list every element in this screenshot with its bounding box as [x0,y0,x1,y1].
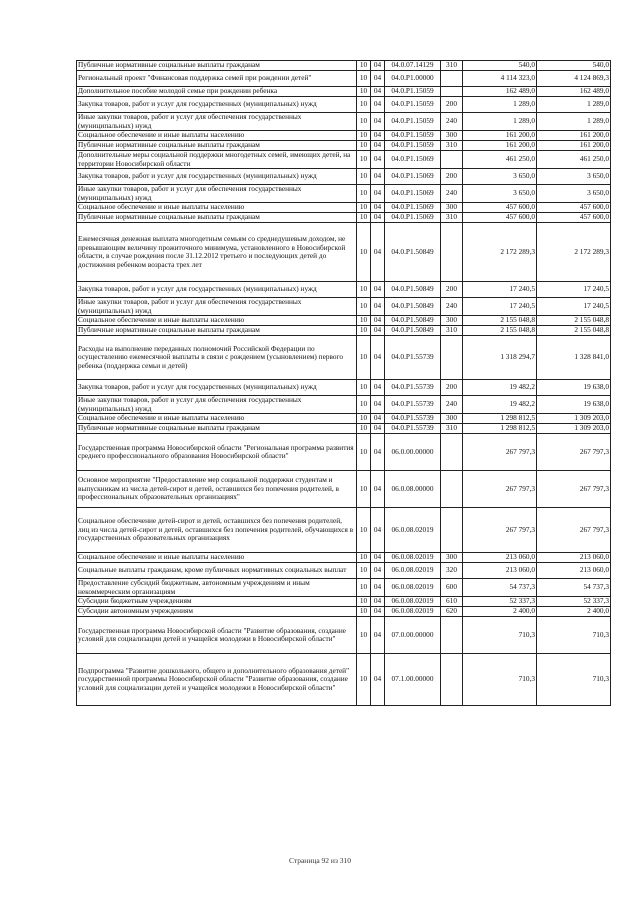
cell-v1: 1 289,0 [463,97,537,113]
table-row [77,617,611,654]
cell-v1: 1 289,0 [463,113,537,131]
cell-sub: 04 [371,151,385,169]
cell-name: Социальное обеспечение и иные выплаты населению [77,203,357,213]
cell-vr [441,471,463,508]
cell-v2: 3 650,0 [537,169,611,185]
table-row [77,169,611,185]
cell-csr: 04.0.P1.55739 [385,424,441,434]
cell-sec: 10 [357,607,371,617]
cell-v1: 213 060,0 [463,553,537,563]
table-row [77,61,611,71]
cell-sub: 04 [371,424,385,434]
cell-v1: 161 200,0 [463,141,537,151]
cell-name: Закупка товаров, работ и услуг для государственных (муниципальных) нужд [77,282,357,298]
cell-v1: 2 172 289,3 [463,223,537,282]
cell-vr: 310 [441,141,463,151]
cell-sec: 10 [357,141,371,151]
cell-sub: 04 [371,579,385,597]
cell-sec: 10 [357,131,371,141]
cell-vr: 240 [441,298,463,316]
cell-v1: 461 250,0 [463,151,537,169]
table-row [77,654,611,706]
cell-v1: 3 650,0 [463,185,537,203]
cell-vr [441,434,463,471]
cell-sec: 10 [357,316,371,326]
cell-vr: 200 [441,97,463,113]
cell-v1: 2 155 048,8 [463,316,537,326]
cell-sub: 04 [371,213,385,223]
cell-v2: 19 638,0 [537,396,611,414]
cell-csr: 06.0.08.02019 [385,579,441,597]
cell-sub: 04 [371,553,385,563]
table-row [77,113,611,131]
cell-sec: 10 [357,113,371,131]
table-row [77,298,611,316]
cell-sec: 10 [357,424,371,434]
table-row [77,563,611,579]
cell-sec: 10 [357,151,371,169]
cell-csr: 04.0.P1.15059 [385,87,441,97]
cell-v1: 3 650,0 [463,169,537,185]
page-footer: Страница 92 из 310 [288,856,352,865]
cell-csr: 04.0.P1.50849 [385,282,441,298]
cell-name: Региональный проект "Финансовая поддержка семей при рождении детей" [77,71,357,87]
cell-v2: 457 600,0 [537,203,611,213]
table-row [77,71,611,87]
cell-sub: 04 [371,97,385,113]
cell-v1: 710,3 [463,617,537,654]
cell-sub: 04 [371,563,385,579]
cell-sub: 04 [371,434,385,471]
cell-v1: 457 600,0 [463,203,537,213]
budget-table [76,60,611,706]
cell-v1: 17 240,5 [463,298,537,316]
cell-sub: 04 [371,316,385,326]
table-row [77,597,611,607]
table-row [77,553,611,563]
cell-sec: 10 [357,563,371,579]
cell-name: Социальные выплаты гражданам, кроме публичных нормативных социальных выплат [77,563,357,579]
cell-vr [441,223,463,282]
cell-v2: 54 737,3 [537,579,611,597]
cell-v1: 1 298 812,5 [463,414,537,424]
cell-vr [441,508,463,553]
cell-v2: 162 489,0 [537,87,611,97]
cell-v2: 710,3 [537,617,611,654]
cell-sec: 10 [357,336,371,380]
cell-vr: 240 [441,113,463,131]
cell-sec: 10 [357,396,371,414]
cell-sec: 10 [357,71,371,87]
cell-v2: 457 600,0 [537,213,611,223]
cell-csr: 04.0.P1.00000 [385,71,441,87]
cell-csr: 04.0.P1.15069 [385,185,441,203]
cell-name: Социальное обеспечение и иные выплаты населению [77,316,357,326]
cell-name: Социальное обеспечение и иные выплаты населению [77,553,357,563]
cell-v2: 2 155 048,8 [537,316,611,326]
cell-name: Подпрограмма "Развитие дошкольного, общего и дополнительного образования детей" государственной программы Новосибирской области "Развитие образования, создание условий для социализации детей и учащейся молодежи в Новосибирской области" [77,654,357,706]
cell-sub: 04 [371,617,385,654]
cell-v2: 2 155 048,8 [537,326,611,336]
cell-v1: 161 200,0 [463,131,537,141]
cell-name: Социальное обеспечение и иные выплаты населению [77,414,357,424]
cell-name: Субсидии автономным учреждениям [77,607,357,617]
cell-v1: 1 298 812,5 [463,424,537,434]
cell-vr: 310 [441,424,463,434]
cell-sec: 10 [357,579,371,597]
cell-vr: 310 [441,61,463,71]
cell-vr: 310 [441,326,463,336]
cell-sec: 10 [357,298,371,316]
cell-vr [441,654,463,706]
cell-name: Закупка товаров, работ и услуг для государственных (муниципальных) нужд [77,97,357,113]
cell-v1: 4 114 323,0 [463,71,537,87]
cell-csr: 06.0.08.02019 [385,607,441,617]
cell-v2: 2 400,0 [537,607,611,617]
cell-sub: 04 [371,71,385,87]
table-row [77,336,611,380]
cell-sec: 10 [357,87,371,97]
cell-sub: 04 [371,298,385,316]
cell-vr: 200 [441,169,463,185]
cell-csr: 04.0.P1.15069 [385,213,441,223]
cell-v1: 2 400,0 [463,607,537,617]
cell-vr [441,617,463,654]
table-row [77,424,611,434]
cell-v1: 19 482,2 [463,396,537,414]
cell-csr: 04.0.P1.50849 [385,326,441,336]
cell-name: Основное мероприятие "Предоставление мер социальной поддержки студентам и выпускникам из числа детей-сирот и детей, оставшихся без попечения родителей, в профессиональных образовательных организациях" [77,471,357,508]
cell-csr: 04.0.P1.55739 [385,396,441,414]
cell-sub: 04 [371,141,385,151]
cell-name: Государственная программа Новосибирской области "Развитие образования, создание условий для социализации детей и учащейся молодежи в Новосибирской области" [77,617,357,654]
table-row [77,282,611,298]
cell-v2: 161 200,0 [537,131,611,141]
table-row [77,87,611,97]
cell-name: Социальное обеспечение и иные выплаты населению [77,131,357,141]
cell-sub: 04 [371,336,385,380]
cell-sec: 10 [357,508,371,553]
cell-name: Публичные нормативные социальные выплаты гражданам [77,61,357,71]
cell-vr: 300 [441,203,463,213]
table-row [77,97,611,113]
cell-name: Дополнительное пособие молодой семье при рождении ребенка [77,87,357,97]
cell-vr: 200 [441,380,463,396]
cell-name: Иные закупки товаров, работ и услуг для обеспечения государственных (муниципальных) нужд [77,113,357,131]
table-row [77,131,611,141]
cell-v1: 54 737,3 [463,579,537,597]
cell-sec: 10 [357,617,371,654]
cell-v1: 213 060,0 [463,563,537,579]
cell-v2: 213 060,0 [537,553,611,563]
cell-v2: 1 309 203,0 [537,424,611,434]
cell-v2: 4 124 869,3 [537,71,611,87]
cell-name: Государственная программа Новосибирской области "Региональная программа развития среднего профессионального образования Новосибирской области" [77,434,357,471]
cell-sec: 10 [357,597,371,607]
cell-sec: 10 [357,61,371,71]
cell-name: Закупка товаров, работ и услуг для государственных (муниципальных) нужд [77,380,357,396]
cell-csr: 06.0.00.00000 [385,434,441,471]
cell-csr: 06.0.08.02019 [385,508,441,553]
cell-v1: 710,3 [463,654,537,706]
cell-v2: 267 797,3 [537,471,611,508]
cell-v1: 52 337,3 [463,597,537,607]
cell-v2: 2 172 289,3 [537,223,611,282]
cell-v2: 267 797,3 [537,508,611,553]
cell-sec: 10 [357,654,371,706]
cell-vr: 320 [441,563,463,579]
cell-vr: 240 [441,396,463,414]
cell-sub: 04 [371,282,385,298]
cell-csr: 04.0.P1.50849 [385,223,441,282]
table-row [77,396,611,414]
cell-sub: 04 [371,414,385,424]
cell-sec: 10 [357,553,371,563]
cell-sec: 10 [357,414,371,424]
table-row [77,316,611,326]
cell-name: Иные закупки товаров, работ и услуг для обеспечения государственных (муниципальных) нужд [77,298,357,316]
cell-vr: 310 [441,213,463,223]
table-row [77,151,611,169]
cell-sub: 04 [371,131,385,141]
cell-sub: 04 [371,654,385,706]
cell-v2: 1 289,0 [537,113,611,131]
cell-csr: 04.0.P1.15059 [385,131,441,141]
cell-sub: 04 [371,326,385,336]
cell-sub: 04 [371,223,385,282]
cell-v1: 267 797,3 [463,434,537,471]
cell-vr: 300 [441,553,463,563]
cell-sub: 04 [371,113,385,131]
cell-vr: 600 [441,579,463,597]
cell-csr: 04.0.P1.15059 [385,141,441,151]
cell-sec: 10 [357,97,371,113]
cell-sec: 10 [357,326,371,336]
cell-name: Расходы на выполнение переданных полномочий Российской Федерации по осуществлению ежемесячной выплаты в связи с рождением (усыновлением) первого ребенка (поддержка семьи и детей) [77,336,357,380]
table-row [77,434,611,471]
cell-csr: 04.0.P1.50849 [385,298,441,316]
cell-csr: 04.0.P1.15069 [385,203,441,213]
cell-vr [441,151,463,169]
table-row [77,326,611,336]
cell-csr: 04.0.P1.55739 [385,336,441,380]
cell-sub: 04 [371,203,385,213]
cell-sec: 10 [357,471,371,508]
cell-sec: 10 [357,380,371,396]
cell-sub: 04 [371,597,385,607]
table-row [77,508,611,553]
cell-vr: 300 [441,316,463,326]
cell-v2: 1 309 203,0 [537,414,611,424]
cell-v1: 540,0 [463,61,537,71]
cell-name: Публичные нормативные социальные выплаты гражданам [77,424,357,434]
cell-vr: 300 [441,131,463,141]
cell-v1: 2 155 048,8 [463,326,537,336]
cell-vr [441,87,463,97]
cell-v2: 461 250,0 [537,151,611,169]
cell-v2: 1 289,0 [537,97,611,113]
cell-v2: 3 650,0 [537,185,611,203]
cell-v1: 267 797,3 [463,508,537,553]
cell-vr [441,71,463,87]
cell-v2: 17 240,5 [537,298,611,316]
cell-v2: 540,0 [537,61,611,71]
cell-v1: 1 318 294,7 [463,336,537,380]
cell-name: Публичные нормативные социальные выплаты гражданам [77,213,357,223]
cell-csr: 04.0.07.14129 [385,61,441,71]
cell-csr: 04.0.P1.55739 [385,414,441,424]
cell-v1: 19 482,2 [463,380,537,396]
cell-sec: 10 [357,434,371,471]
cell-v2: 267 797,3 [537,434,611,471]
table-row [77,185,611,203]
cell-name: Иные закупки товаров, работ и услуг для обеспечения государственных (муниципальных) нужд [77,185,357,203]
cell-sec: 10 [357,185,371,203]
table-row [77,607,611,617]
table-row [77,380,611,396]
table-row [77,471,611,508]
cell-sub: 04 [371,87,385,97]
cell-csr: 04.0.P1.55739 [385,380,441,396]
cell-v1: 162 489,0 [463,87,537,97]
cell-v1: 267 797,3 [463,471,537,508]
cell-name: Иные закупки товаров, работ и услуг для обеспечения государственных (муниципальных) нужд [77,396,357,414]
cell-v2: 19 638,0 [537,380,611,396]
cell-sub: 04 [371,61,385,71]
cell-csr: 06.0.08.02019 [385,597,441,607]
cell-name: Ежемесячная денежная выплата многодетным семьям со среднедушевым доходом, не превышающим величину прожиточного минимума, установленного в Новосибирской области, в случае рождения после 31.12.2012 третьего и последующих детей до достижения ребенком возраста трех лет [77,223,357,282]
cell-name: Публичные нормативные социальные выплаты гражданам [77,141,357,151]
cell-csr: 04.0.P1.15059 [385,113,441,131]
cell-csr: 07.0.00.00000 [385,617,441,654]
cell-name: Закупка товаров, работ и услуг для государственных (муниципальных) нужд [77,169,357,185]
cell-v2: 710,3 [537,654,611,706]
cell-csr: 07.1.00.00000 [385,654,441,706]
cell-name: Субсидии бюджетным учреждениям [77,597,357,607]
table-row [77,579,611,597]
cell-v2: 161 200,0 [537,141,611,151]
cell-sub: 04 [371,169,385,185]
cell-v2: 213 060,0 [537,563,611,579]
cell-sub: 04 [371,396,385,414]
cell-sub: 04 [371,185,385,203]
cell-vr: 240 [441,185,463,203]
cell-v1: 17 240,5 [463,282,537,298]
cell-sub: 04 [371,380,385,396]
cell-vr: 200 [441,282,463,298]
cell-name: Предоставление субсидий бюджетным, автономным учреждениям и иным некоммерческим организациям [77,579,357,597]
cell-name: Социальное обеспечение детей-сирот и детей, оставшихся без попечения родителей, лиц из числа детей-сирот и детей, оставшихся без попечения родителей, обучающихся в государственных образовательных организациях [77,508,357,553]
cell-csr: 06.0.08.00000 [385,471,441,508]
cell-vr [441,336,463,380]
cell-csr: 06.0.08.02019 [385,563,441,579]
table-row [77,141,611,151]
cell-sub: 04 [371,471,385,508]
cell-sec: 10 [357,169,371,185]
cell-name: Дополнительные меры социальной поддержки многодетных семей, имеющих детей, на территории Новосибирской области [77,151,357,169]
cell-v2: 17 240,5 [537,282,611,298]
budget-table-body [77,61,611,706]
cell-sec: 10 [357,203,371,213]
cell-vr: 300 [441,414,463,424]
cell-sec: 10 [357,282,371,298]
cell-vr: 610 [441,597,463,607]
table-row [77,203,611,213]
table-row [77,414,611,424]
table-row [77,223,611,282]
cell-sub: 04 [371,508,385,553]
cell-v2: 1 328 841,0 [537,336,611,380]
cell-name: Публичные нормативные социальные выплаты гражданам [77,326,357,336]
cell-vr: 620 [441,607,463,617]
cell-v1: 457 600,0 [463,213,537,223]
cell-csr: 04.0.P1.15069 [385,151,441,169]
table-row [77,213,611,223]
cell-v2: 52 337,3 [537,597,611,607]
cell-csr: 04.0.P1.15069 [385,169,441,185]
cell-csr: 04.0.P1.50849 [385,316,441,326]
cell-csr: 04.0.P1.15059 [385,97,441,113]
cell-csr: 06.0.08.02019 [385,553,441,563]
cell-sec: 10 [357,223,371,282]
cell-sub: 04 [371,607,385,617]
cell-sec: 10 [357,213,371,223]
